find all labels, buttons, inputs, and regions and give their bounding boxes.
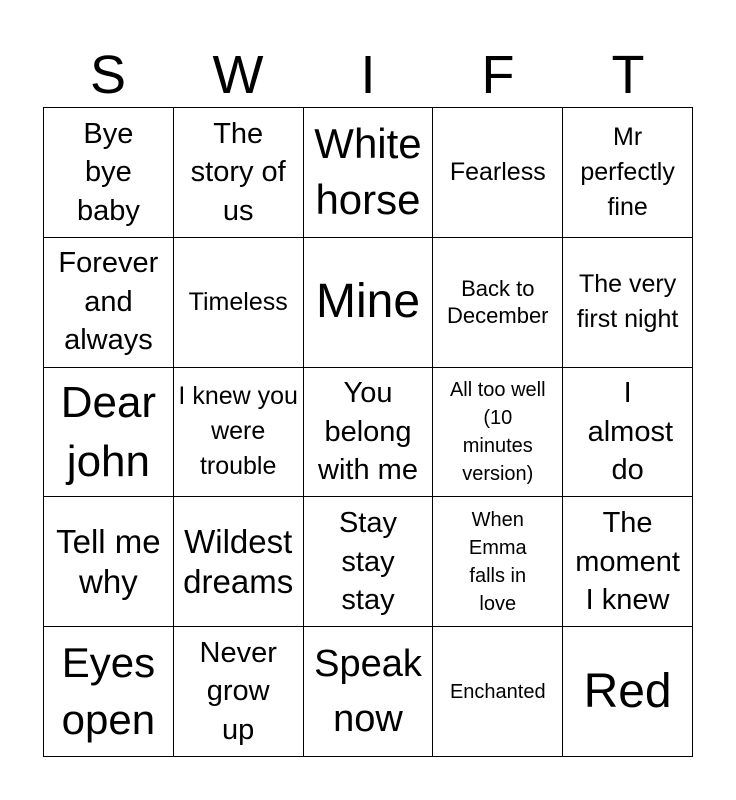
bingo-cell[interactable]	[174, 368, 304, 498]
cell-label: Bye bye baby	[76, 117, 140, 227]
bingo-cell[interactable]	[563, 627, 693, 757]
cell-label: Back to December	[447, 275, 549, 329]
cell-label: White horse	[314, 119, 422, 224]
cell-label: I almost do	[587, 377, 674, 487]
header-letter-s: S	[89, 45, 127, 105]
bingo-cell[interactable]	[433, 238, 563, 368]
bingo-cell[interactable]	[44, 368, 174, 498]
cell-label: All too well (10 minutes version)	[449, 378, 546, 485]
cell-label: Eyes open	[61, 638, 156, 743]
cell-label: Speak now	[314, 642, 422, 740]
bingo-cell[interactable]	[174, 108, 304, 238]
cell-label: Tell me why	[56, 522, 161, 600]
bingo-cell[interactable]	[563, 108, 693, 238]
header-letter-f: F	[481, 45, 515, 105]
bingo-cell[interactable]	[174, 497, 304, 627]
bingo-cell[interactable]	[563, 368, 693, 498]
cell-label: Fearless	[449, 157, 546, 186]
bingo-cell[interactable]	[433, 627, 563, 757]
bingo-cell[interactable]	[304, 108, 434, 238]
cell-label: Timeless	[188, 287, 288, 316]
bingo-cell[interactable]	[304, 497, 434, 627]
cell-label: Dear john	[60, 377, 157, 486]
cell-label: The very first night	[576, 270, 679, 334]
cell-label: Mine	[315, 275, 421, 329]
header-letter-w: W	[212, 45, 264, 105]
cell-label: I knew you were trouble	[178, 382, 298, 481]
bingo-cell[interactable]	[44, 497, 174, 627]
bingo-cell[interactable]	[44, 108, 174, 238]
bingo-cell[interactable]	[44, 238, 174, 368]
cell-label: Wildest dreams	[183, 522, 294, 600]
header-letter-t: T	[611, 45, 645, 105]
cell-label: Enchanted	[449, 680, 546, 703]
cell-label: Mr perfectly fine	[580, 122, 675, 221]
bingo-cell[interactable]	[433, 497, 563, 627]
header-letter-i: I	[360, 45, 376, 105]
bingo-cell[interactable]	[304, 368, 434, 498]
cell-label: Stay stay stay	[338, 506, 397, 617]
bingo-cell[interactable]	[433, 108, 563, 238]
bingo-cell[interactable]	[563, 238, 693, 368]
bingo-cell[interactable]	[563, 497, 693, 627]
bingo-cell[interactable]	[304, 238, 434, 368]
bingo-header	[43, 44, 693, 106]
cell-label: You belong with me	[318, 377, 418, 487]
bingo-cell[interactable]	[44, 627, 174, 757]
bingo-board	[43, 107, 693, 757]
cell-label: Red	[583, 664, 672, 718]
cell-label: The moment I knew	[575, 506, 680, 617]
bingo-cell[interactable]	[174, 627, 304, 757]
bingo-cell[interactable]	[174, 238, 304, 368]
cell-label: When Emma falls in love	[468, 508, 527, 615]
bingo-cell[interactable]	[304, 627, 434, 757]
bingo-cell[interactable]	[433, 368, 563, 498]
cell-label: Forever and always	[58, 247, 159, 357]
cell-label: The story of us	[190, 117, 286, 227]
cell-label: Never grow up	[199, 636, 277, 746]
